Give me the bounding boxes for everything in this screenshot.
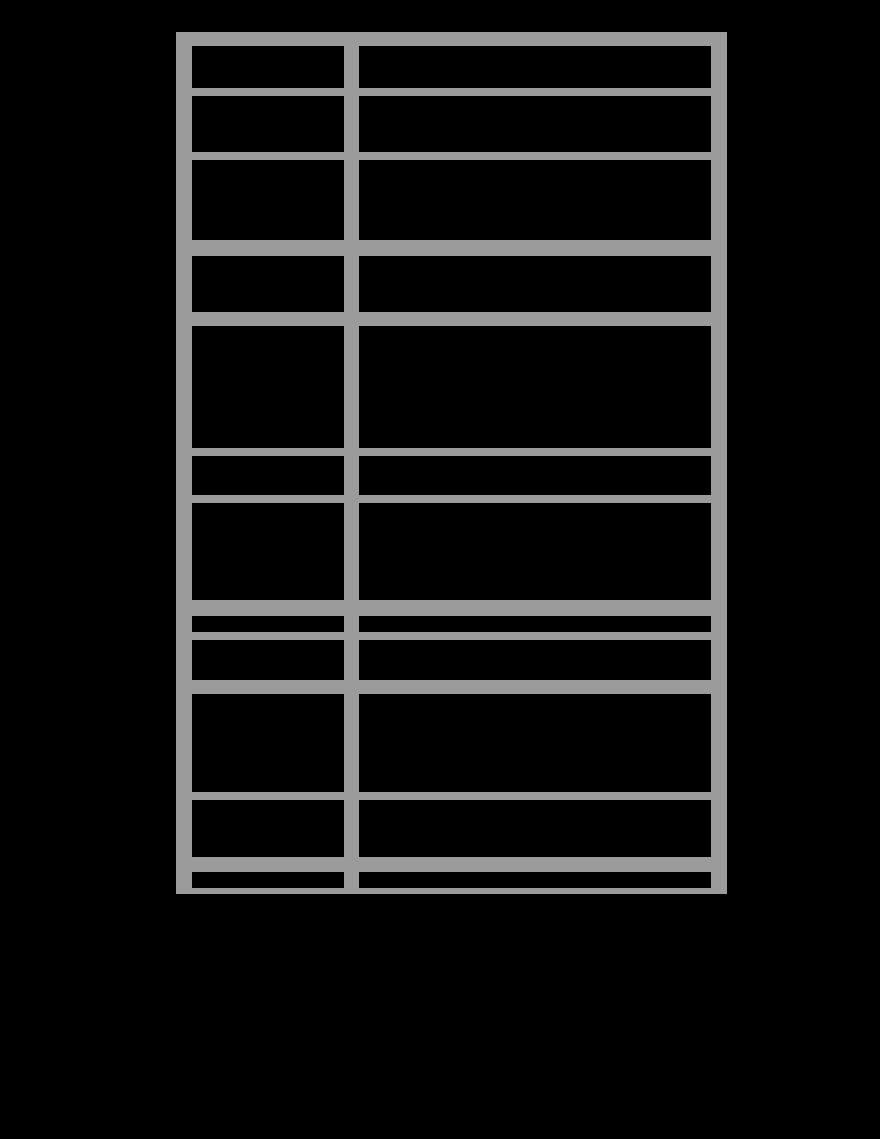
table-value-cell (359, 456, 711, 495)
table-value-cell (359, 872, 711, 888)
table-value-cell (359, 640, 711, 680)
table-label-cell (192, 326, 344, 448)
table-value-cell (359, 96, 711, 152)
table-value-cell (359, 800, 711, 857)
table-label-cell (192, 616, 344, 632)
document-table (176, 32, 727, 894)
table-label-cell (192, 640, 344, 680)
table-value-cell (359, 616, 711, 632)
table-label-cell (192, 456, 344, 495)
table-label-cell (192, 256, 344, 312)
table-label-cell (192, 872, 344, 888)
table-value-cell (359, 503, 711, 600)
table-label-cell (192, 160, 344, 240)
table-label-cell (192, 46, 344, 88)
table-label-cell (192, 800, 344, 857)
table-value-cell (359, 256, 711, 312)
table-value-cell (359, 46, 711, 88)
table-label-cell (192, 96, 344, 152)
table-value-cell (359, 694, 711, 792)
table-value-cell (359, 160, 711, 240)
table-value-cell (359, 326, 711, 448)
table-label-cell (192, 503, 344, 600)
table-label-cell (192, 694, 344, 792)
